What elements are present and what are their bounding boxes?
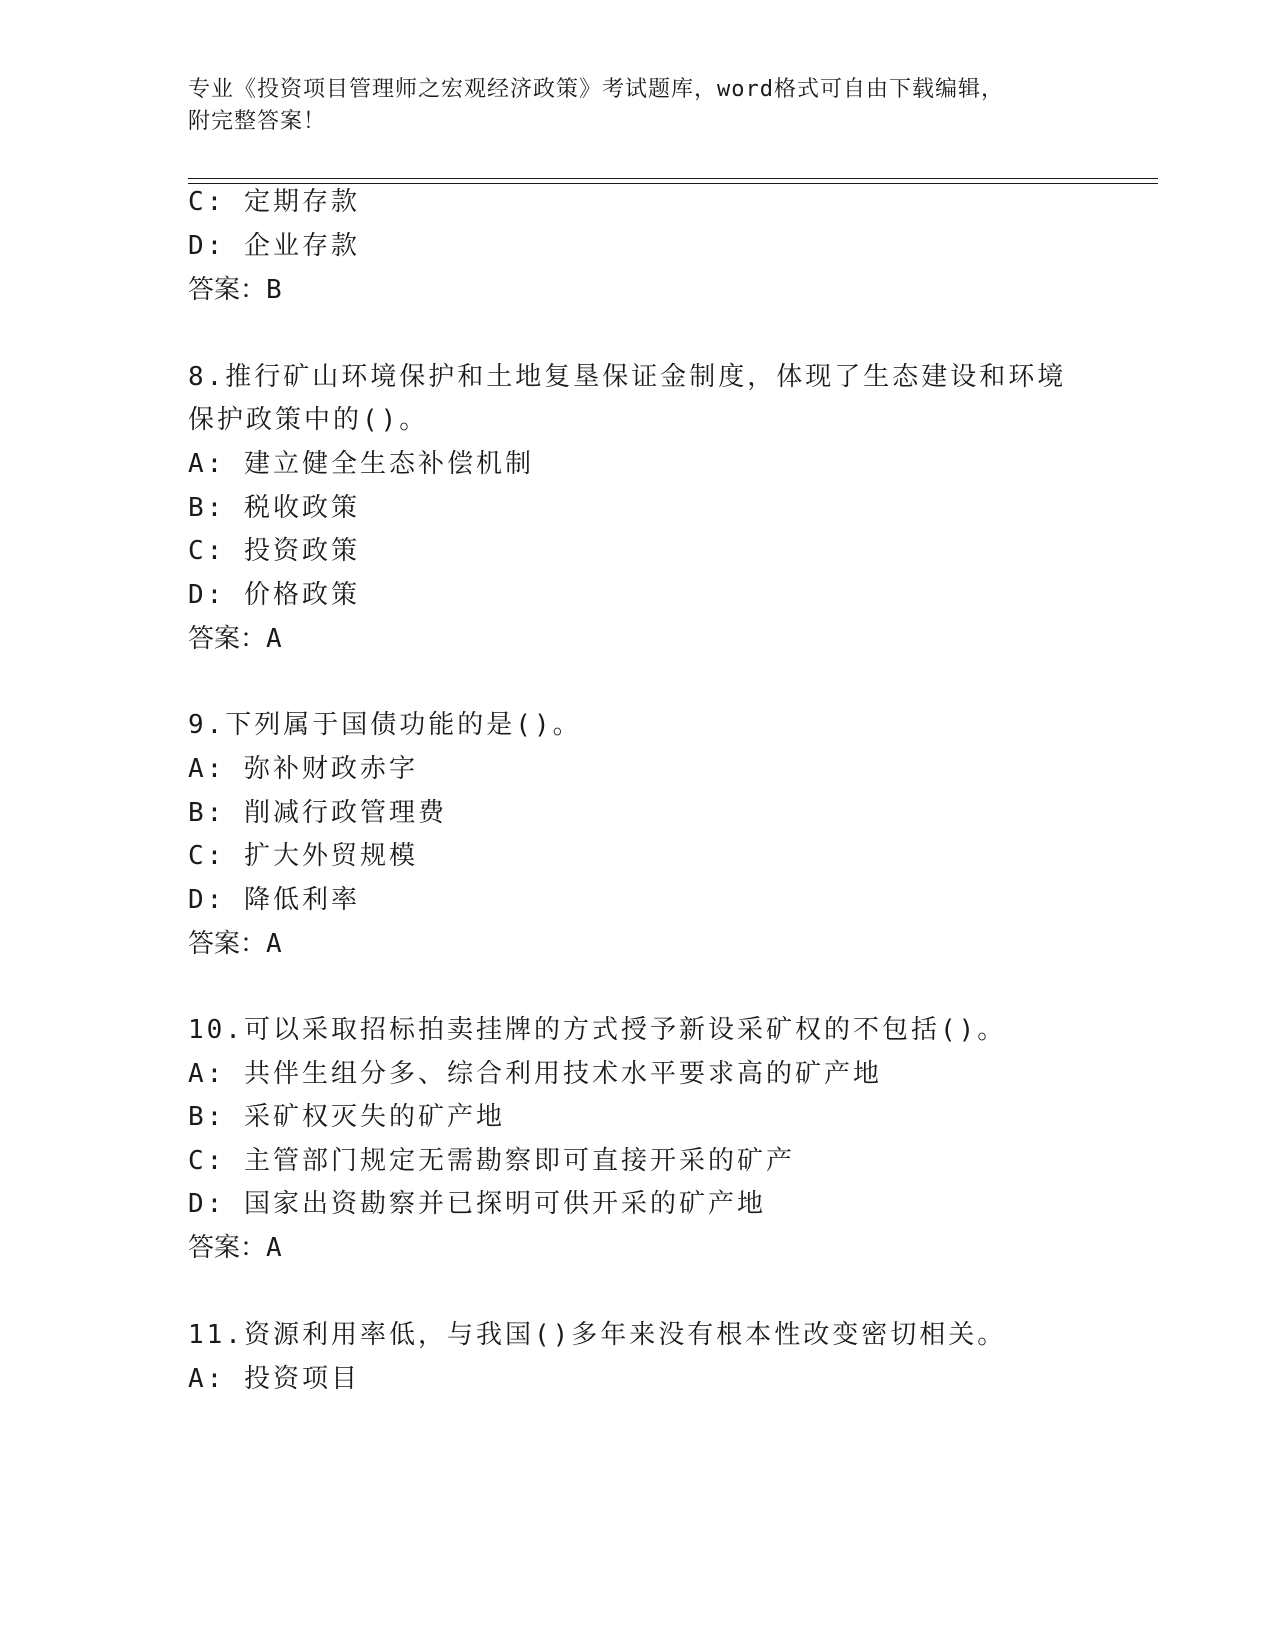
- q8-stem-line-2: 保护政策中的()。: [188, 405, 429, 435]
- answer-value: A: [266, 929, 282, 959]
- q9-option-d: D: 降低利率: [188, 885, 360, 915]
- q9-answer: [188, 928, 282, 960]
- q9-option-a: A: 弥补财政赤字: [188, 754, 418, 784]
- q8-option-d: D: 价格政策: [188, 580, 360, 610]
- q8-answer: [188, 623, 282, 655]
- q10-option-b: B: 采矿权灭失的矿产地: [188, 1102, 505, 1132]
- q10-option-c: C: 主管部门规定无需勘察即可直接开采的矿产: [188, 1146, 795, 1176]
- q10-option-d: D: 国家出资勘察并已探明可供开采的矿产地: [188, 1189, 766, 1219]
- q8-option-c: C: 投资政策: [188, 536, 360, 566]
- q9-option-c: C: 扩大外贸规模: [188, 841, 418, 871]
- q8-option-a: A: 建立健全生态补偿机制: [188, 449, 534, 479]
- q11-option-a: A: 投资项目: [188, 1364, 360, 1394]
- q10-stem: 10.可以采取招标拍卖挂牌的方式授予新设采矿权的不包括()。: [188, 1015, 1007, 1045]
- q8-stem-line-1: 8.推行矿山环境保护和土地复垦保证金制度，体现了生态建设和环境: [188, 362, 1067, 392]
- prev-answer: [188, 274, 282, 306]
- header-line-1: 专业《投资项目管理师之宏观经济政策》考试题库，word格式可自由下载编辑，: [188, 77, 1004, 102]
- q9-option-b: B: 削减行政管理费: [188, 798, 447, 828]
- answer-value: A: [266, 624, 282, 654]
- header-line-2: 附完整答案！: [188, 109, 327, 134]
- answer-label: 答案：: [188, 275, 267, 305]
- header-divider-bottom: [188, 183, 1158, 184]
- document-header: [188, 74, 1088, 138]
- answer-value: A: [266, 1233, 282, 1263]
- header-divider-top: [188, 178, 1158, 179]
- q9-stem: 9.下列属于国债功能的是()。: [188, 710, 582, 740]
- q10-option-a: A: 共伴生组分多、综合利用技术水平要求高的矿产地: [188, 1059, 882, 1089]
- prev-option-d: D: 企业存款: [188, 231, 360, 261]
- answer-label: 答案：: [188, 1233, 267, 1263]
- answer-value: B: [266, 275, 282, 305]
- q11-stem: 11.资源利用率低，与我国()多年来没有根本性改变密切相关。: [188, 1320, 1007, 1350]
- answer-label: 答案：: [188, 929, 267, 959]
- prev-option-c: C: 定期存款: [188, 187, 360, 217]
- q10-answer: [188, 1232, 282, 1264]
- answer-label: 答案：: [188, 624, 267, 654]
- q8-option-b: B: 税收政策: [188, 493, 360, 523]
